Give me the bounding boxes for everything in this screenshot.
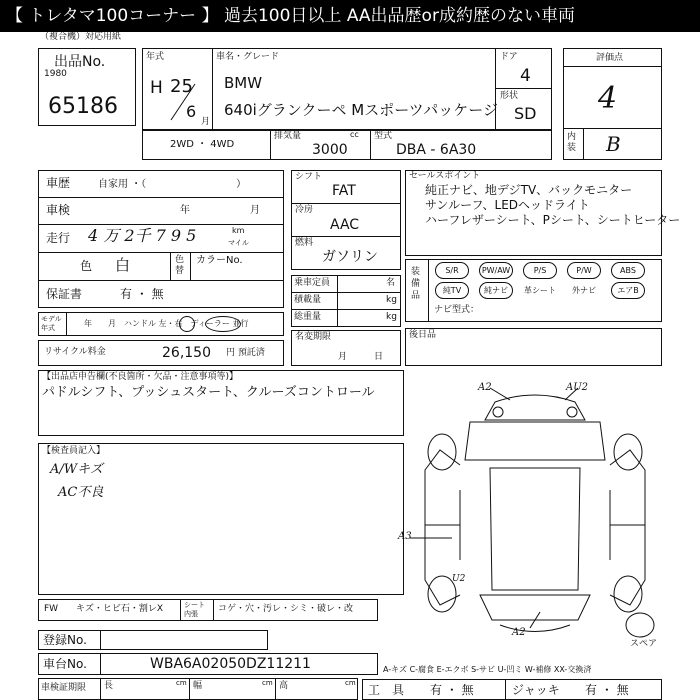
cert-cm-1: cm [176,679,187,687]
displacement-label: 排気量 [274,131,302,141]
name-change-label: 名変期限 [295,332,332,342]
lot-small: 1980 [44,69,67,79]
equip-sr: S/R [435,262,469,279]
selling-point-3: ハーフレザーシート、Pシート、シートヒーター [425,213,681,227]
banner: 【 トレタマ100コーナー 】 過去100日以上 AA出品歴or成約歴のない車両 [0,0,700,32]
history-value: 自家用 ・（ ） [98,179,247,190]
equipment-label: 装備品 [411,267,421,301]
fuel: ガソリン [322,249,378,265]
damage-mark-side: A3 [398,531,412,542]
name-label: 車名・グレード [216,52,280,62]
inspection-label: 車検 [46,203,71,217]
jack-label: ジャッキ [512,683,560,697]
equip-leather: 革シート [524,286,556,295]
recycle-label: リサイクル料金 [44,347,106,357]
equip-pwaw: PW/AW [479,262,513,279]
model-label: 型式 [374,131,393,141]
damage-mark-front-right: AU2 [566,382,589,393]
interior-label: 内装 [567,132,577,153]
equip-abs: ABS [611,262,645,279]
fw-label: FW [44,604,59,614]
shape-label: 形状 [500,91,519,101]
recycle-value: 26,150 [162,345,211,361]
shift: FAT [332,183,356,199]
cert-cm-2: cm [262,679,273,687]
score: 4 [598,81,618,116]
later-box [405,328,662,366]
color-change-label: 色替 [175,255,185,276]
equip-pw: P/W [567,262,601,279]
year-slash [165,76,205,126]
shift-label: シフト [295,172,323,182]
color-no-label: カラーNo. [196,255,243,266]
dealer-circle [205,316,241,332]
jack-value: 有 ・ 無 [585,683,629,697]
selling-point-2: サンルーフ、LEDヘッドライト [425,198,590,212]
capacity-label: 乗車定員 [294,278,331,288]
displacement: 3000 [312,142,348,158]
equip-navi: 純ナビ [479,282,513,299]
damage-legend: A-キズ C-腐食 E-エクボ S-サビ U-凹ミ W-補修 XX-交換済 [383,665,592,674]
inspector-label: 【検査員記入】 [42,446,106,456]
grade: 640iグランクーペ Mスポーツパッケージ [224,101,499,119]
model-year-label: モデル年式 [41,315,62,332]
cert-width: 幅 [193,681,203,691]
mileage-hand: 4 万 2千 7 9 5 [88,226,197,245]
lot-number: 65186 [48,94,118,119]
ac-label: 冷房 [295,205,314,215]
month-value: 6 [186,102,197,121]
name-change-value: 月 日 [338,352,384,362]
model: DBA - 6A30 [396,142,477,158]
equip-ext-navi: 外ナビ [572,286,596,295]
mileage-unit-km: km [232,226,245,235]
inspector-line-1: A/Wキズ [50,462,103,477]
reg-label: 登録No. [43,633,87,647]
damage-mark-rear-left: U2 [452,574,466,584]
interior: B [606,132,621,156]
chassis-label: 車台No. [43,657,87,671]
drive: 2WD ・ 4WD [170,139,235,150]
spare-label: スペア [630,639,658,649]
seat-text: コゲ・穴・汚レ・シミ・破レ・改 [218,604,354,614]
year-value: 25 [170,76,193,97]
points-label: 【出品店申告欄(不良箇所・欠品・注意事項等)】 [42,372,239,382]
color-value: 白 [115,256,131,274]
inspection-value: 年 月 [180,205,260,216]
equip-tv: 純TV [435,282,469,299]
cert-length: 長 [104,681,114,691]
points-text: パドルシフト、プッシュスタート、クルーズコントロール [42,385,375,400]
load-label: 積載量 [294,295,322,305]
score-label: 評価点 [596,53,624,63]
fuel-label: 燃料 [295,238,314,248]
shape: SD [514,104,537,123]
damage-mark-front-left: A2 [478,382,492,393]
cert-label: 車検証期限 [41,683,87,693]
gross-unit: kg [386,312,397,322]
car-diagram [400,380,670,650]
history-label: 車歴 [46,176,71,190]
later-docs-label: 後日品 [409,330,437,340]
warranty-value: 有 ・ 無 [120,287,164,301]
mileage-unit-mile: マイル [228,239,249,247]
recycle-unit: 円 預託済 [226,348,265,358]
mileage-label: 走行 [46,231,71,245]
capacity-unit: 名 [386,278,396,288]
cert-cm-3: cm [345,679,356,687]
model-year-row: 年 月 ハンドル 左・右 ディーラー 並行 [84,319,249,328]
seat-label: シート内張 [184,601,205,618]
make: BMW [224,74,263,92]
displacement-unit: cc [350,130,359,139]
selling-point-1: 純正ナビ、地デジTV、バックモニター [425,183,633,197]
damage-mark-rear: A2 [512,627,526,638]
ac: AAC [330,217,360,233]
equip-ps: P/S [523,262,557,279]
inspector-line-2: AC不良 [58,485,104,500]
tools-value: 有 ・ 無 [430,683,474,697]
equip-airbag: エアB [611,282,645,299]
tools-label: 工 具 [368,683,405,697]
chassis: WBA6A02050DZ11211 [150,656,311,672]
selling-label: セールスポイント [409,171,481,181]
warranty-label: 保証書 [46,287,83,301]
month-unit: 月 [201,117,211,127]
navi-label: ナビ型式： [434,305,480,315]
cert-height: 高 [279,681,289,691]
color-label: 色 [80,259,93,273]
handle-circle [179,316,195,332]
doors: 4 [520,66,531,86]
gross-label: 総重量 [294,312,322,322]
load-unit: kg [386,295,397,305]
lot-label: 出品No. [54,54,106,70]
year-era: H [150,78,163,98]
sheet-subtitle: （複合機）対応用紙 [40,32,122,42]
year-label: 年式 [146,52,165,62]
doors-label: ドア [500,52,518,62]
fw-text: キズ・ヒビ石・割レX [76,604,163,614]
